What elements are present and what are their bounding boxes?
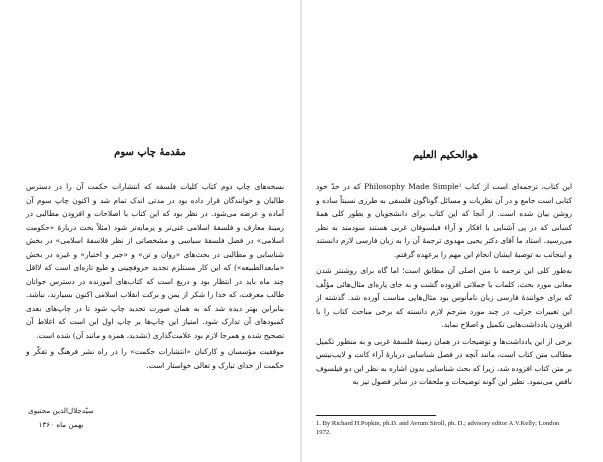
note-paragraph-1: این کتاب، ترجمه‌ای است از کتاب Philosophy Made Simple¹ که در حدّ خود کتابی است جامع و در آن نظریات و مسائل گوناگون فلسفی به طرزی نسبتاً ساده و روشن بیان شده است. از آنجا که این کتاب برای دانشجویان و بطور کلی همهٔ کسانی که در پی آشنایی با افکار و آراء فیلسوفان غربی هستند سودمند به نظر می‌رسید، استاد ما آقای دکتر یحیی مهدوی ترجمهٔ آن را به زبان فارسی لازم دانستند و اینجانب به توصیهٔ ایشان انجام این مهم را برعهده گرفتم. [316,182,572,259]
left-page [0,0,301,462]
preface-body [26,180,284,372]
note-paragraph-3: برخی از این یادداشت‌ها و توضیحات در همان زمینهٔ فلسفهٔ غربی و به منظور تکمیل مطالب متن کتاب است، مانند آنچه در فصل شناسایی دربارهٔ آراء کانت و لایب‌نیتس بر متن کتاب افزوده شد، زیرا که بحث شناسایی بدون اشاره به نظر این دو فیلسوف ناقص می‌نمود. نظیر این گونه توضیحات و ملحقات در سایر فصول نیز به [316,336,572,386]
footnote-divider [316,415,436,416]
right-page [302,0,603,462]
note-paragraph-2: به‌طور کلی این ترجمه با متن اصلی آن مطابق است؛ اما گاه برای روشنتر شدن معانی مورد بحث، کلمات یا جملاتی افزوده گشت و به جای پاره‌ای مثال‌هائی مؤلّف که برای خوانندهٔ فارسی زبان نامأنوس بود مثال‌هایی مناسب آورده شد. گذشته از این تغییرات جزئی، در چند مورد مترجم لازم دانسته که برخی مباحث کتاب را با افزودن یادداشت‌هایی تکمیل و اصلاح نماید. [316,266,572,329]
preface-title: مقدمهٔ چاپ سوم [114,147,186,158]
signature-block [26,404,96,432]
translator-note-body [316,180,572,392]
chapter-title: هوالحکیم العلیم [412,150,479,161]
footnote: 1. By Richard H.Popkin, ph.D. and Avrum Stroll, ph. D.; advisory editor A.V.Kelly; London 1972. [316,420,560,436]
signature-name: سیّدجلال‌الدین مجتبوی [28,406,94,415]
preface-paragraph-1: نسخه‌های چاپ دوم کتاب کلیات فلسفه که انتشارات حکمت آن را در دسترس طالبان و خوانندگان قرار داده بود در مدتی اندک تمام شد و اکنون چاپ سوم آن آماده و عرضه می‌شود. در نظر بود که این کتاب با اصلاحات و افزودن مطالبی در زمینهٔ معارف و فلسفهٔ اسلامی غنی‌تر و پرمایه‌تر شود (مثلاً بحث دربارهٔ «حکومت اسلامی» در فصل فلسفهٔ سیاسی و مشخصاتی از نظر فلاسفهٔ اسلامی» در بخش شناسایی و مطالبی در بحث‌های «روان و تن» و «جبر و اختیار» و غیره در بخش «مابعدالطبیعه») که این کار مستلزم تجدید حروفچینی و طبع تازه‌ای است که لااقل چند ماه باید در انتظار بود و دریغ است که کتاب‌های آموزنده در دسترس جوانان طالب معرفت، که خدا را شکر از یمن و برکت انقلاب اسلامی اکنون بسیارند، نباشد. بنابراین بهتر دیده شد که به همان صورت تجدید چاپ شود تا در چاپ‌های بعدی کمبودهای آن تدارک شود. امتیاز این چاپ‌ها بر چاپ اول این است که اغلاط آن تصحیح شده و همرجا لازم بود علامت‌گذاری (تشدید، همزه و مانند آن) شده است. [26,182,284,340]
signature-date: بهمن ماه ۱۳۶۰ [38,420,84,429]
preface-paragraph-2: موفقیت مؤسسان و کارکنان «انتشارات حکمت» را در راه نشر فرهنگ و تفکّر و حکمت از خدای تبارک و تعالی خواستار است. [26,347,284,370]
